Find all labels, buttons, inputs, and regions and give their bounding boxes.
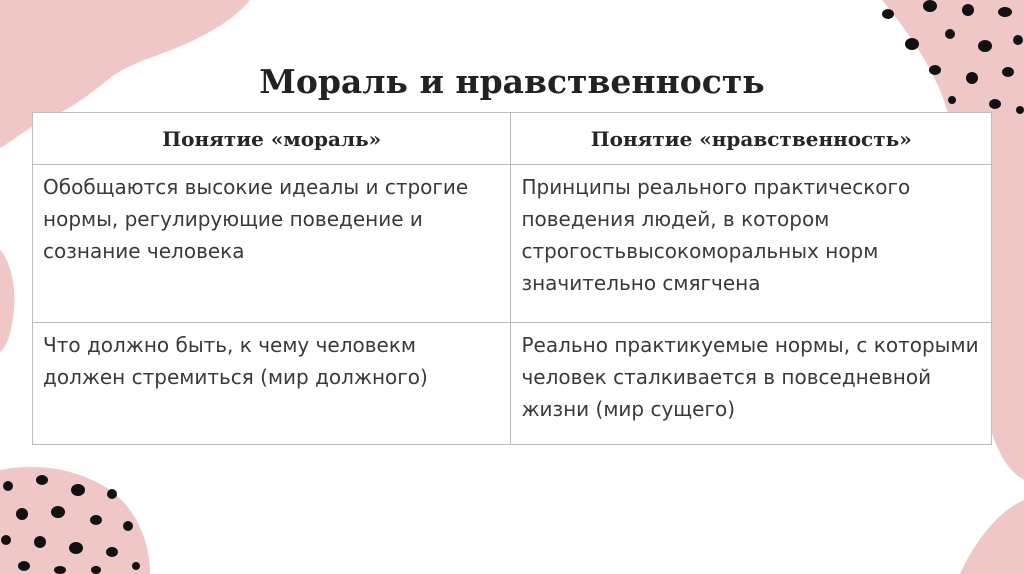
header-ethics: Понятие «нравственность»	[511, 113, 992, 165]
comparison-table	[32, 112, 992, 445]
table-cell: Принципы реального практического поведения людей, в котором строгостьвысокоморальных норм значительно смягчена	[511, 165, 992, 323]
pink-brush-bottom-right	[960, 500, 1024, 574]
pink-brush-left	[0, 250, 14, 352]
table-cell: Что должно быть, к чему человекм должен стремиться (мир должного)	[33, 323, 511, 445]
table-header-row	[33, 113, 992, 165]
table-cell: Обобщаются высокие идеалы и строгие нормы, регулирующие поведение и сознание человека	[33, 165, 511, 323]
header-morality: Понятие «мораль»	[33, 113, 511, 165]
pink-brush-bottom-left	[0, 467, 150, 574]
table-cell: Реально практикуемые нормы, с которыми человек сталкивается в повседневной жизни (мир сущего)	[511, 323, 992, 445]
slide-title: Мораль и нравственность	[259, 62, 765, 101]
table-row	[33, 165, 992, 323]
table-row	[33, 323, 992, 445]
